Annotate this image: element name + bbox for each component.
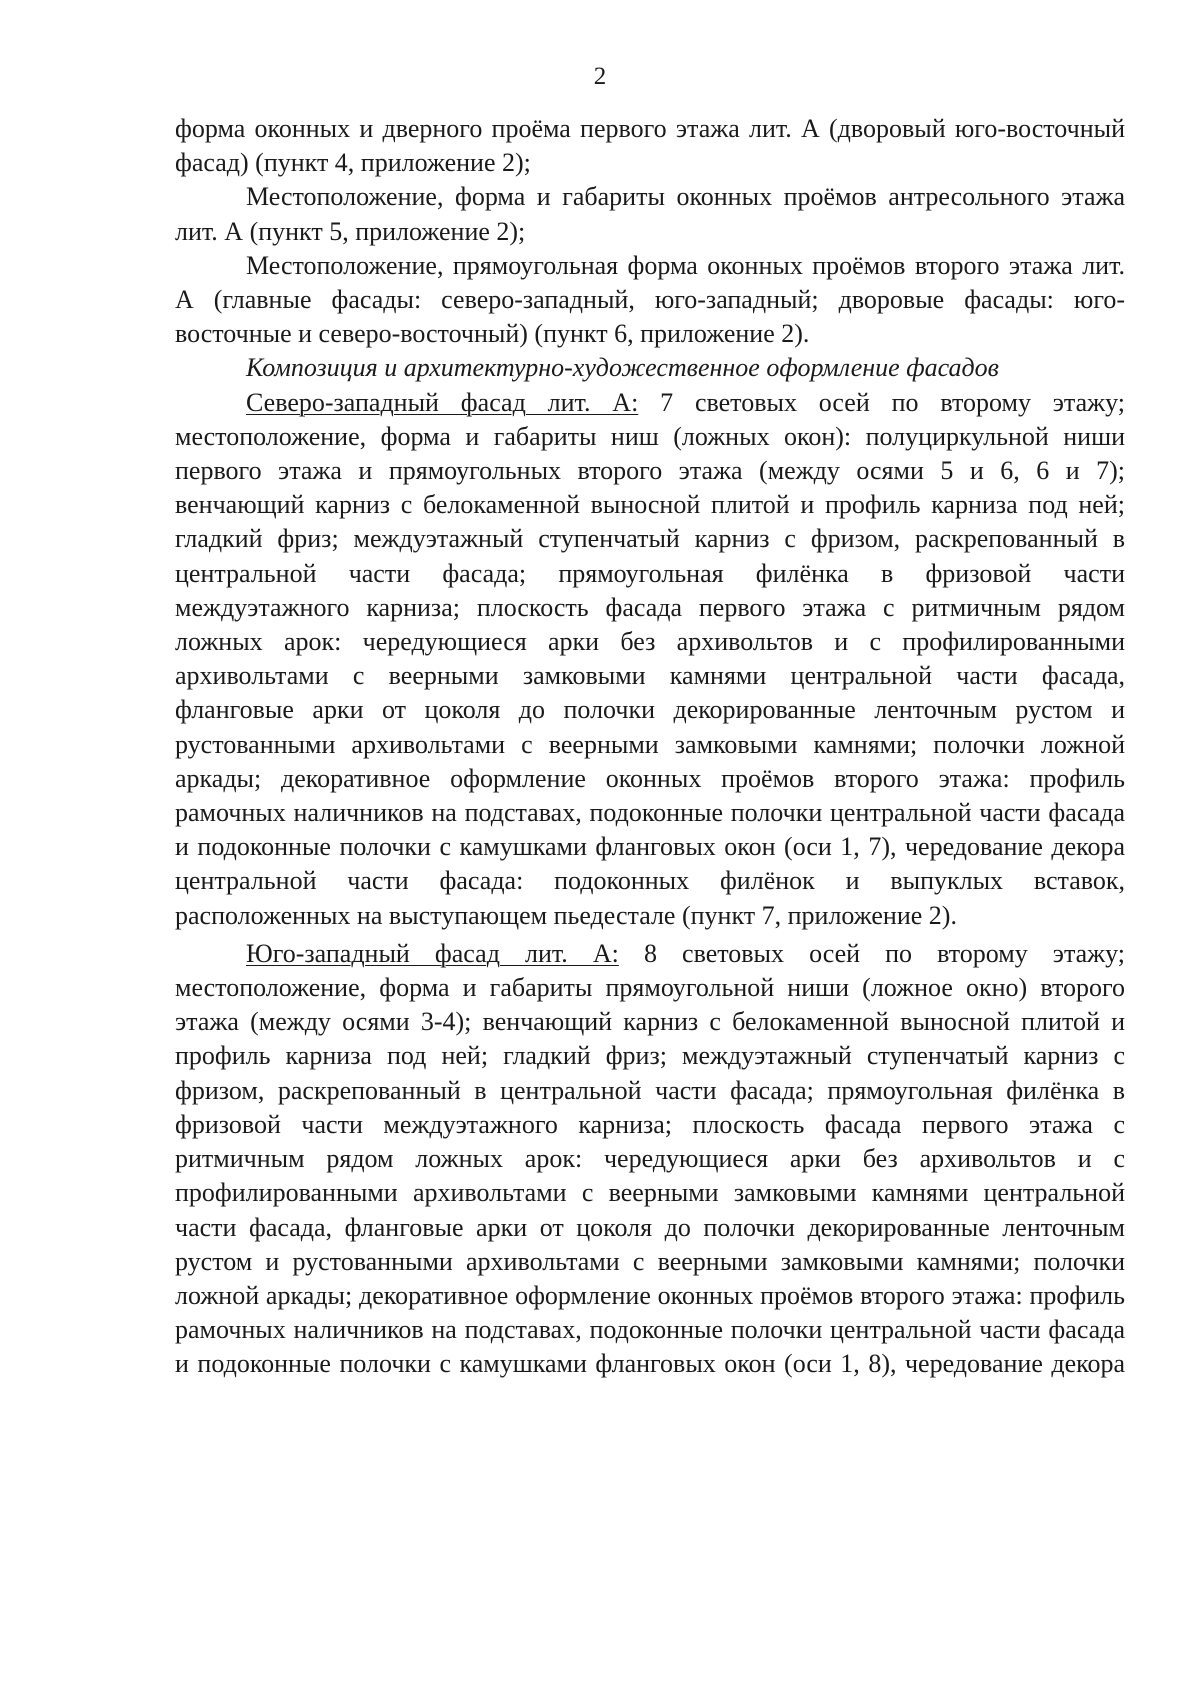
northwest-facade-description: 7 световых осей по второму этажу; местоположение, форма и габариты ниш (ложных окон): полуциркульной ниши первого этажа и прямоугольных второго этажа (между осями 5 и 6, 6 и 7); венчающий карниз с белокаменной выносной плитой и профиль карниза под ней; гладкий фриз; междуэтажный ступенчатый карниз с фризом, раскрепованный в центральной части фасада; прямоугольная филёнка в фризовой части междуэтажного карниза; плоскость фасада первого этажа с ритмичным рядом ложных арок: чередующиеся арки без архивольтов и с профилированными архивольтами с веерными замковыми камнями центральной части фасада, фланговые арки от цоколя до полочки декорированные ленточным рустом и рустованными архивольтами с веерными замковыми камнями; полочки ложной аркады; декоративное оформление оконных проёмов второго этажа: профиль рамочных наличников на подставах, подоконные полочки центральной части фасада и подоконные полочки с камушками фланговых окон (оси 1, 7), чередование декора центральной части фасада: подоконных филёнок и выпуклых вставок, расположенных на выступающем пьедестале (пункт 7, приложение 2). — [175, 387, 1126, 930]
paragraph-northwest-facade — [175, 386, 1125, 933]
section-heading-facade-composition: Композиция и архитектурно-художественное оформление фасадов — [246, 353, 999, 383]
paragraph-second-floor-windows: Местоположение, прямоугольная форма оконных проёмов второго этажа лит. А (главные фасады: северо-западный, юго-западный; дворовые фасады: юго-восточные и северо-восточный) (пункт 6, приложение 2). — [175, 250, 1125, 349]
paragraph-mezzanine-windows: Местоположение, форма и габариты оконных проёмов антресольного этажа лит. А (пункт 5, приложение 2); — [175, 182, 1125, 246]
paragraph-window-door-form: форма оконных и дверного проёма первого этажа лит. А (дворовый юго-восточный фасад) (пункт 4, приложение 2); — [175, 114, 1125, 178]
southwest-facade-description: 8 световых осей по второму этажу; местоположение, форма и габариты прямоугольной ниши (ложное окно) второго этажа (между осями 3-4); венчающий карниз с белокаменной выносной плитой и профиль карниза под ней; гладкий фриз; междуэтажный ступенчатый карниз с фризом, раскрепованный в центральной части фасада; прямоугольная филёнка в фризовой части междуэтажного карниза; плоскость фасада первого этажа с ритмичным рядом ложных арок: чередующиеся арки без архивольтов и с профилированными архивольтами с веерными замковыми камнями центральной части фасада, фланговые арки от цоколя до полочки декорированные ленточным рустом и рустованными архивольтами с веерными замковыми камнями; полочки ложной аркады; декоративное оформление оконных проёмов второго этажа: профиль рамочных наличников на подставах, подоконные полочки центральной части фасада и подоконные полочки с камушками фланговых окон (оси 1, 8), чередование декора — [175, 938, 1126, 1379]
northwest-facade-title: Северо-западный фасад лит. А: — [246, 387, 639, 417]
document-body — [175, 112, 1125, 1382]
page-number: 2 — [593, 63, 607, 90]
southwest-facade-title: Юго-западный фасад лит. А: — [246, 938, 619, 968]
paragraph-southwest-facade — [175, 937, 1125, 1382]
